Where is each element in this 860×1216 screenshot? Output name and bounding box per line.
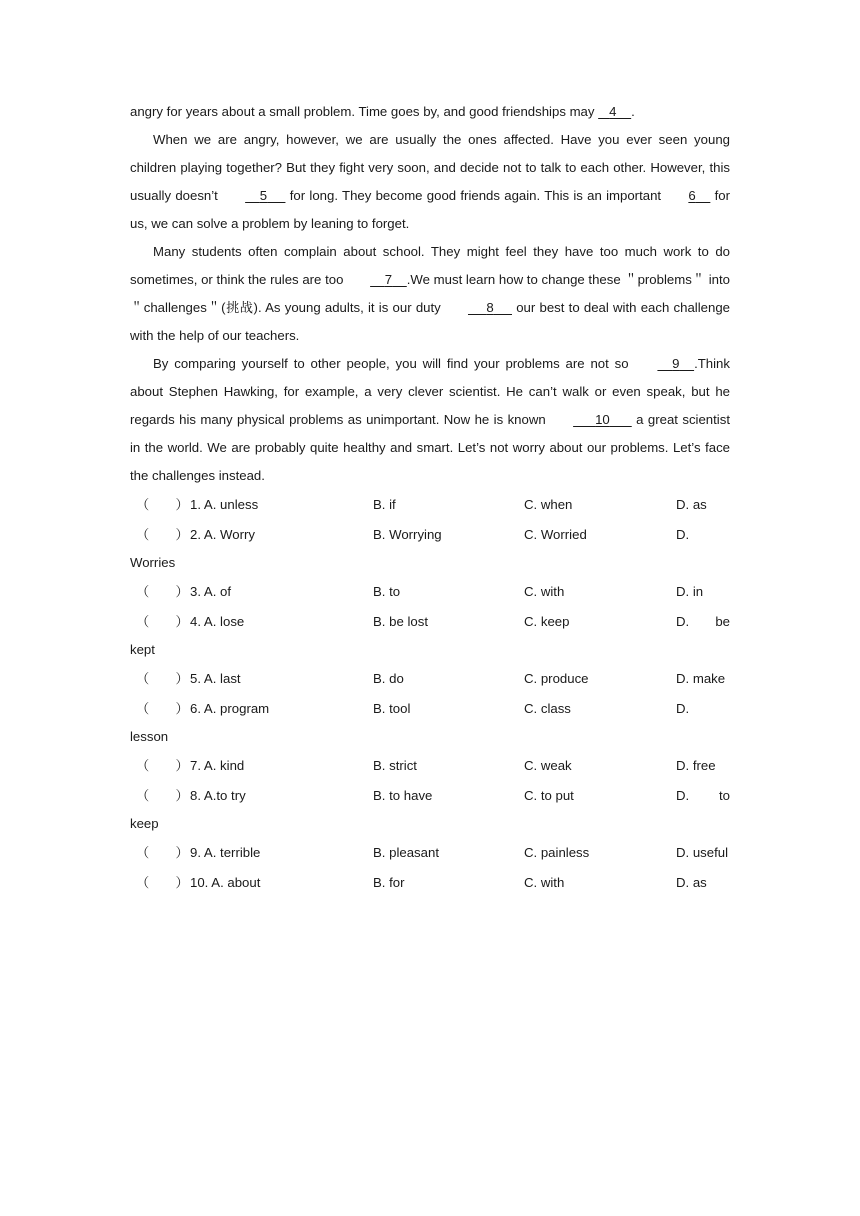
option-b: B. be lost bbox=[373, 613, 428, 629]
blank-8 bbox=[445, 294, 512, 322]
question-row bbox=[130, 490, 730, 520]
option-d bbox=[676, 577, 730, 607]
option-d bbox=[676, 607, 730, 637]
blank-number: 10 bbox=[595, 412, 610, 427]
option-b: B. strict bbox=[373, 758, 417, 773]
passage-text: Many students often complain about school. They might feel they have too much work to do sometimes, or think the rules are too bbox=[130, 244, 730, 287]
option-c: C. with bbox=[524, 584, 565, 599]
option-c: C. when bbox=[524, 497, 573, 512]
option-d-label: D. bbox=[676, 700, 690, 716]
passage-text: a great scientist in the world. We are probably quite healthy and smart. Let’s not worry about our problems. Let’s face the challenges instead. bbox=[130, 412, 730, 483]
answer-bracket[interactable]: （ ） bbox=[136, 584, 189, 599]
blank-number: 8 bbox=[486, 300, 494, 315]
option-b: B. pleasant bbox=[373, 845, 439, 860]
option-d-text: to bbox=[719, 787, 730, 803]
passage-text: . bbox=[631, 104, 635, 119]
option-d bbox=[676, 490, 730, 520]
option-c: C. weak bbox=[524, 758, 572, 773]
option-b: B. to have bbox=[373, 787, 433, 803]
answer-bracket[interactable]: （ ） bbox=[136, 758, 189, 773]
option-d-label: D. make bbox=[676, 671, 726, 686]
passage-text: for long. They become good friends again. This is an important bbox=[289, 188, 662, 203]
blank-number: 4 bbox=[609, 104, 617, 119]
passage-paragraph-3 bbox=[130, 350, 730, 490]
blank-number: 6 bbox=[688, 188, 696, 203]
option-d-label: D. bbox=[676, 787, 690, 803]
option-d bbox=[676, 838, 730, 868]
option-a: 6. A. program bbox=[190, 700, 270, 716]
question-row bbox=[130, 664, 730, 694]
answer-bracket[interactable]: （ ） bbox=[136, 613, 189, 629]
option-a: 2. A. Worry bbox=[190, 526, 255, 542]
option-d bbox=[676, 520, 730, 550]
option-a: 10. A. about bbox=[190, 874, 261, 890]
option-d-label: D. bbox=[676, 526, 690, 542]
option-b: B. to bbox=[373, 584, 401, 599]
blank-number: 5 bbox=[259, 188, 268, 203]
option-b: B. Worrying bbox=[373, 526, 442, 542]
option-c: C. Worried bbox=[524, 526, 587, 542]
document-page bbox=[130, 98, 730, 897]
question-row bbox=[130, 520, 730, 550]
option-d bbox=[676, 664, 730, 694]
question-row bbox=[130, 607, 730, 637]
question-row bbox=[130, 781, 730, 811]
passage-text: .Think about Stephen Hawking, for example, a very clever scientist. He can’t walk or even speak, but he regards his many physical problems as unimportant. Now he is known bbox=[130, 356, 730, 427]
question-list bbox=[130, 490, 730, 897]
blank-number: 7 bbox=[384, 272, 393, 287]
option-c: C. with bbox=[524, 874, 565, 890]
blank-6 bbox=[665, 182, 710, 210]
passage-text: When we are angry, however, we are usually the ones affected. Have you ever seen young children playing together? But they fight very soon, and decide not to talk to each other. However, this usually doesn’t bbox=[130, 132, 730, 203]
option-a: 4. A. lose bbox=[190, 613, 245, 629]
option-c: C. produce bbox=[524, 671, 589, 686]
blank-5 bbox=[222, 182, 285, 210]
option-d-wrapped-text: lesson bbox=[130, 729, 169, 744]
option-c: C. class bbox=[524, 700, 571, 716]
blank-number: 9 bbox=[672, 356, 680, 371]
option-d-label: D. bbox=[676, 613, 690, 629]
option-d-wrapped-text: keep bbox=[130, 816, 159, 831]
question-row bbox=[130, 751, 730, 781]
option-a: 5. A. last bbox=[190, 671, 241, 686]
blank-10 bbox=[550, 406, 632, 434]
option-c: C. keep bbox=[524, 613, 570, 629]
question-row bbox=[130, 577, 730, 607]
question-row bbox=[130, 694, 730, 724]
option-b: B. do bbox=[373, 671, 404, 686]
option-b: B. tool bbox=[373, 700, 411, 716]
passage-text: for us, we can solve a problem by leaning to forget. bbox=[130, 188, 731, 231]
passage-text: .We must learn how to change these ＂problems＂ into ＂challenges＂(挑战). As young adults, it is our duty bbox=[130, 272, 730, 315]
passage-text: By comparing yourself to other people, you will find your problems are not so bbox=[153, 356, 629, 371]
answer-bracket[interactable]: （ ） bbox=[136, 526, 189, 542]
blank-9 bbox=[634, 350, 694, 378]
option-a: 7. A. kind bbox=[190, 758, 245, 773]
passage-paragraph-0 bbox=[130, 98, 730, 126]
option-d-label: D. as bbox=[676, 497, 707, 512]
passage-text: our best to deal with each challenge with the help of our teachers. bbox=[130, 300, 730, 343]
option-d-label: D. free bbox=[676, 758, 716, 773]
passage-text: angry for years about a small problem. Time goes by, and good friendships may bbox=[130, 104, 595, 119]
blank-4 bbox=[598, 98, 631, 126]
option-b: B. if bbox=[373, 497, 396, 512]
option-d bbox=[676, 694, 730, 724]
answer-bracket[interactable]: （ ） bbox=[136, 845, 189, 860]
option-d-label: D. as bbox=[676, 874, 707, 890]
blank-7 bbox=[347, 266, 407, 294]
question-row bbox=[130, 868, 730, 898]
question-row bbox=[130, 838, 730, 868]
option-d-text: be bbox=[715, 613, 730, 629]
option-d-wrapped-text: kept bbox=[130, 642, 155, 657]
answer-bracket[interactable]: （ ） bbox=[136, 787, 189, 803]
option-d bbox=[676, 868, 730, 898]
option-d bbox=[676, 751, 730, 781]
option-a: 8. A.to try bbox=[190, 787, 246, 803]
option-d-label: D. in bbox=[676, 584, 704, 599]
answer-bracket[interactable]: （ ） bbox=[136, 497, 189, 512]
option-d bbox=[676, 781, 730, 811]
option-c: C. to put bbox=[524, 787, 574, 803]
answer-bracket[interactable]: （ ） bbox=[136, 700, 189, 716]
option-c: C. painless bbox=[524, 845, 590, 860]
option-a: 9. A. terrible bbox=[190, 845, 261, 860]
option-d-wrapped-text: Worries bbox=[130, 555, 176, 570]
option-a: 3. A. of bbox=[190, 584, 232, 599]
passage-paragraph-1 bbox=[130, 126, 730, 238]
option-d-label: D. useful bbox=[676, 845, 729, 860]
answer-bracket[interactable]: （ ） bbox=[136, 671, 189, 686]
answer-bracket[interactable]: （ ） bbox=[136, 874, 189, 890]
option-b: B. for bbox=[373, 874, 405, 890]
passage-paragraph-2 bbox=[130, 238, 730, 350]
option-a: 1. A. unless bbox=[190, 497, 259, 512]
